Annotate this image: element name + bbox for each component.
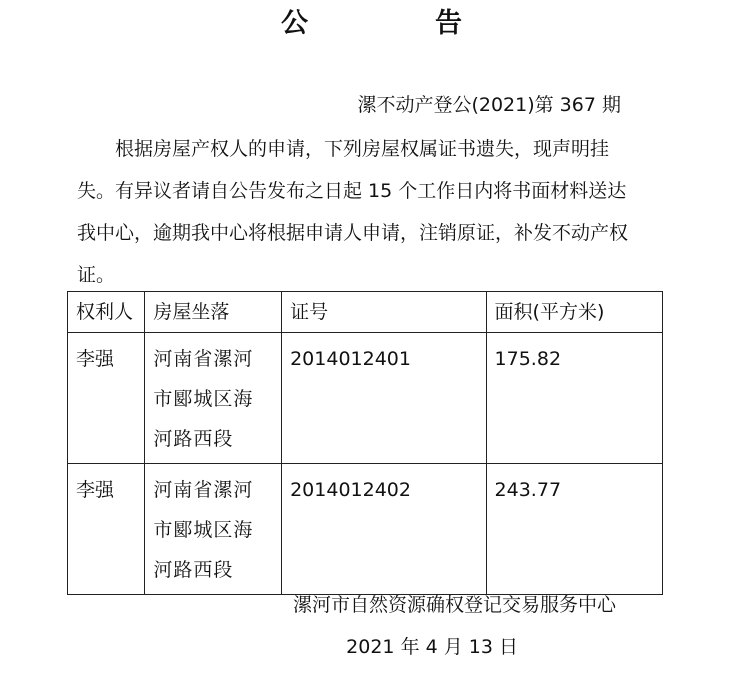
- area-cell: 175.82: [486, 333, 662, 464]
- notice-body: 根据房屋产权人的申请，下列房屋权属证书遗失，现声明挂失。有异议者请自公告发布之日起 15 个工作日内将书面材料送达我中心，逾期我中心将根据申请人申请，注销原证，补发不动产权证。: [77, 138, 629, 286]
- cert-no-cell: 2014012401: [282, 333, 486, 464]
- table-header-row: [68, 292, 663, 333]
- location-text: 河南省漯河市郾城区海河路西段: [153, 479, 254, 581]
- location-cell: [145, 464, 282, 595]
- header-cert-no: 证号: [282, 292, 486, 333]
- issuing-organization: 漯河市自然资源确权登记交易服务中心: [292, 594, 616, 616]
- lost-certificate-table: [67, 291, 663, 595]
- notice-title: 公 告: [281, 8, 512, 39]
- area-cell: 243.77: [486, 464, 662, 595]
- owner-cell: 李强: [68, 464, 145, 595]
- location-text: 河南省漯河市郾城区海河路西段: [153, 348, 254, 450]
- owner-cell: 李强: [68, 333, 145, 464]
- table-row: [68, 464, 663, 595]
- header-location: 房屋坐落: [145, 292, 282, 333]
- header-area: 面积(平方米): [486, 292, 662, 333]
- issue-date: 2021 年 4 月 13 日: [346, 636, 518, 658]
- table-row: [68, 333, 663, 464]
- header-owner: 权利人: [68, 292, 145, 333]
- issue-number: 漯不动产登公(2021)第 367 期: [357, 94, 621, 116]
- location-cell: [145, 333, 282, 464]
- cert-no-cell: 2014012402: [282, 464, 486, 595]
